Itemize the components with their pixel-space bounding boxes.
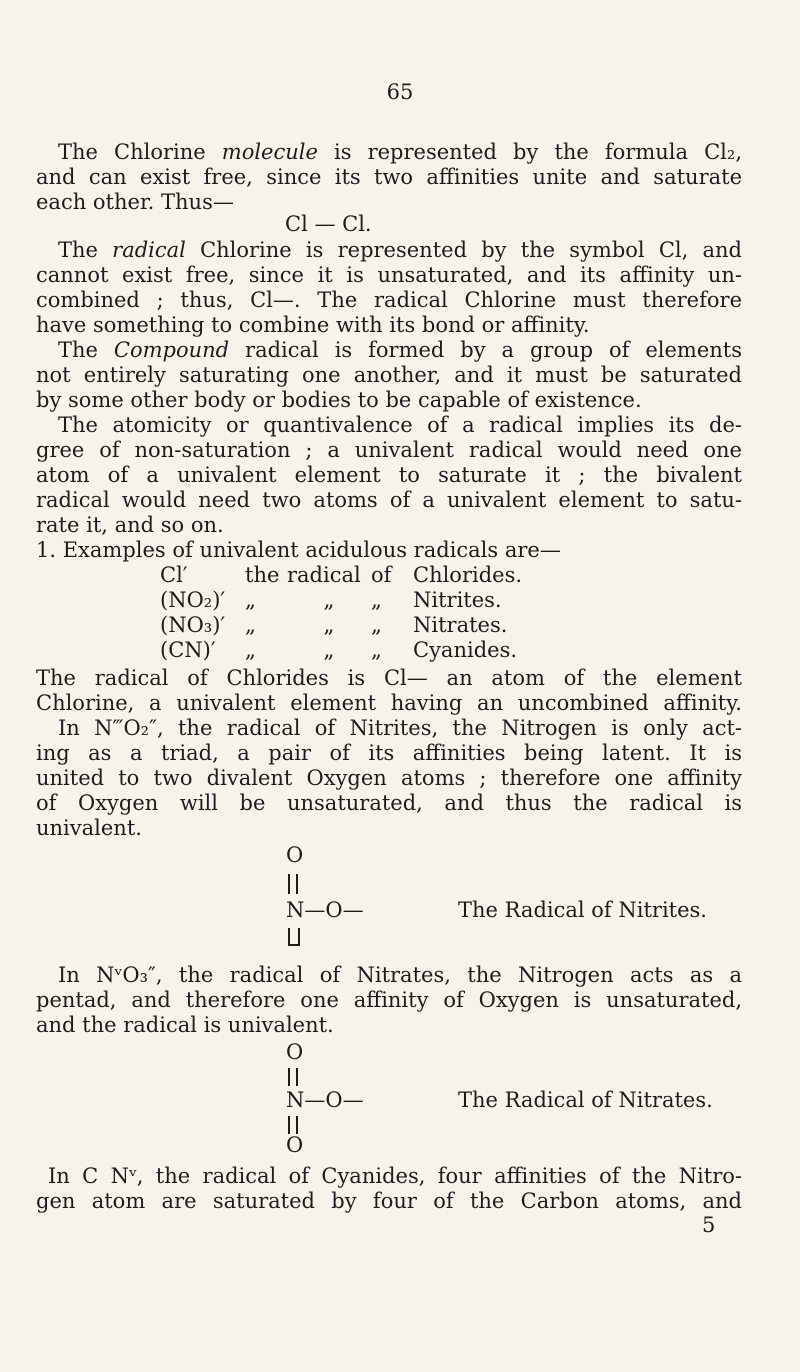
- emphasis: molecule: [221, 140, 318, 164]
- page-number: 65: [386, 80, 414, 104]
- text-line: ing as a triad, a pair of its affinities being latent. It is: [36, 741, 742, 765]
- double-bond-line: [288, 1116, 290, 1134]
- text-line: cannot exist free, since it is unsaturated, and its affinity un-: [36, 263, 742, 287]
- text-line: united to two divalent Oxygen atoms ; therefore one affinity: [36, 766, 742, 790]
- text-line: gen atom are saturated by four of the Carbon atoms, and: [36, 1189, 742, 1213]
- text-line: not entirely saturating one another, and it must be saturated: [36, 363, 742, 387]
- emphasis: radical: [112, 238, 186, 262]
- list-item: (CN)′ „ „ „ Cyanides.: [160, 638, 518, 662]
- lone-pair-base: [288, 944, 300, 946]
- text-line: combined ; thus, Cl—. The radical Chlorine must therefore: [36, 288, 742, 312]
- text-line: and the radical is univalent.: [36, 1013, 334, 1037]
- text-line: In NᵛO₃″, the radical of Nitrates, the Nitrogen acts as a: [58, 963, 742, 987]
- text-line: have something to combine with its bond or affinity.: [36, 313, 590, 337]
- text-line: The Compound radical is formed by a group of elements: [58, 338, 742, 362]
- emphasis: Compound: [113, 338, 230, 362]
- text-line: each other. Thus—: [36, 190, 234, 214]
- chlorine-molecule-formula: Cl — Cl.: [285, 212, 372, 236]
- text-line: The atomicity or quantivalence of a radical implies its de-: [58, 413, 742, 437]
- text-line: In C Nᵛ, the radical of Cyanides, four affinities of the Nitro-: [48, 1164, 742, 1188]
- double-bond-line: [296, 1116, 298, 1134]
- text-line: atom of a univalent element to saturate it ; the bivalent: [36, 463, 742, 487]
- text-line: of Oxygen will be unsaturated, and thus the radical is: [36, 791, 742, 815]
- text-line: The radical Chlorine is represented by the symbol Cl, and: [58, 238, 742, 262]
- text-line: univalent.: [36, 816, 142, 840]
- text-line: The Chlorine molecule is represented by the formula Cl₂,: [58, 140, 742, 164]
- oxygen-atom-top: O: [286, 1040, 304, 1064]
- signature-mark: 5: [702, 1213, 716, 1237]
- double-bond-line: [288, 874, 290, 894]
- text-line: rate it, and so on.: [36, 513, 224, 537]
- oxygen-atom-bottom: O: [286, 1133, 304, 1157]
- text-line: radical would need two atoms of a univalent element to satu-: [36, 488, 742, 512]
- list-item: Cl′ the radical of Chlorides.: [160, 563, 523, 587]
- text-line: by some other body or bodies to be capable of existence.: [36, 388, 642, 412]
- structure-caption: The Radical of Nitrates.: [458, 1088, 713, 1112]
- double-bond-line: [296, 1068, 298, 1086]
- double-bond-line: [288, 1068, 290, 1086]
- structure-caption: The Radical of Nitrites.: [458, 898, 707, 922]
- list-item: (NO₂)′ „ „ „ Nitrites.: [160, 588, 502, 612]
- text-line: 1. Examples of univalent acidulous radicals are—: [36, 538, 561, 562]
- text-line: gree of non-saturation ; a univalent radical would need one: [36, 438, 742, 462]
- double-bond-line: [296, 874, 298, 894]
- text-line: Chlorine, a univalent element having an uncombined affinity.: [36, 691, 742, 715]
- nitrogen-oxygen-chain: N—O—: [286, 1088, 364, 1112]
- nitrogen-oxygen-chain: N—O—: [286, 898, 364, 922]
- list-item: (NO₃)′ „ „ „ Nitrates.: [160, 613, 508, 637]
- text-line: In N‴O₂″, the radical of Nitrites, the Nitrogen is only act-: [58, 716, 742, 740]
- text-line: The radical of Chlorides is Cl— an atom of the element: [36, 666, 742, 690]
- text-line: and can exist free, since its two affinities unite and saturate: [36, 165, 742, 189]
- text-line: pentad, and therefore one affinity of Oxygen is unsaturated,: [36, 988, 742, 1012]
- oxygen-atom-top: O: [286, 843, 304, 867]
